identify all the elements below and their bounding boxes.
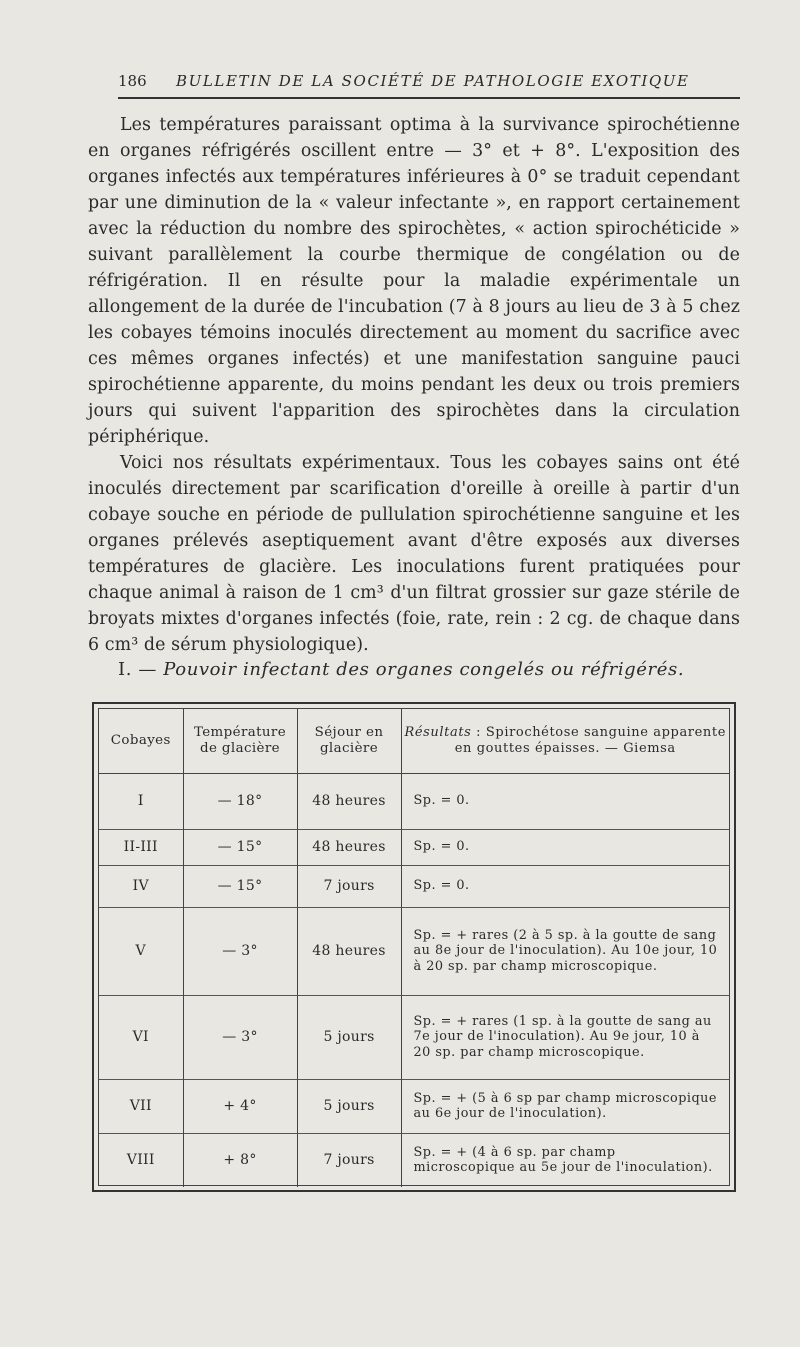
cell-sejour: 5 jours: [297, 995, 401, 1079]
paragraph-1: Les températures paraissant optima à la survivance spirochétienne en organes réfrigérés oscillent entre — 3° et + 8°. L'exposition des organes infectés aux températures inférieures à 0° se traduit cependant par une diminution de la « valeur infectante », en rapport certainement avec la réduction du nombre des spirochètes, « action spirochéticide » suivant parallèlement la courbe thermique de congélation ou de réfrigération. Il en résulte pour la maladie expérimentale un allongement de la durée de l'incubation (7 à 8 jours au lieu de 3 à 5 chez les cobayes témoins inoculés directement au moment du sacrifice avec ces mêmes organes infectés) et une manifestation sanguine pauci spirochétienne apparente, du moins pendant les deux ou trois premiers jours qui suivent l'apparition des spirochètes dans la circulation périphérique.: [88, 115, 740, 447]
paragraph-2: Voici nos résultats expérimentaux. Tous les cobayes sains ont été inoculés directement par scarification d'oreille à oreille à partir d'un cobaye souche en période de pullulation spirochétienne sanguine et les organes prélevés aseptiquement avant d'être exposés aux diverses températures de glacière. Les inoculations furent pratiquées pour chaque animal à raison de 1 cm³ d'un filtrat grossier sur gaze stérile de broyats mixtes d'organes infectés (foie, rate, rein : 2 cg. de chaque dans 6 cm³ de sérum physiologique).: [88, 453, 740, 655]
cell-resultat: Sp. = + rares (2 à 5 sp. à la goutte de sang au 8e jour de l'inoculation). Au 10e jour, 10 à 20 sp. par champ microscopique.: [413, 927, 718, 974]
table-row: [99, 907, 729, 995]
page-number: 186: [118, 72, 147, 90]
body-text: [88, 112, 740, 658]
table-row: [99, 1133, 729, 1187]
table-row: [99, 865, 729, 907]
cell-temperature: + 4°: [183, 1079, 297, 1133]
cell-sejour: 48 heures: [297, 773, 401, 829]
cell-sejour: 7 jours: [297, 1133, 401, 1187]
cell-resultat: Sp. = + rares (1 sp. à la goutte de sang au 7e jour de l'inoculation). Au 9e jour, 10 à 20 sp. par champ microscopique.: [413, 1013, 712, 1060]
cell-cobaye: II-III: [99, 829, 183, 865]
cell-cobaye: VII: [99, 1079, 183, 1133]
table-header-row: [99, 709, 729, 773]
header-resultats: [401, 709, 729, 773]
cell-cobaye: V: [99, 907, 183, 995]
table-row: [99, 829, 729, 865]
cell-sejour: 7 jours: [297, 865, 401, 907]
cell-temperature: — 15°: [183, 829, 297, 865]
table-row: [99, 995, 729, 1079]
cell-resultat: Sp. = 0.: [413, 793, 470, 809]
header-cobayes: Cobayes: [99, 709, 183, 773]
cell-resultat: Sp. = 0.: [413, 839, 470, 855]
header-temperature: Température de glacière: [183, 709, 297, 773]
cell-cobaye: VIII: [99, 1133, 183, 1187]
cell-sejour: 48 heures: [297, 829, 401, 865]
results-table-inner: [98, 708, 730, 1186]
cell-temperature: — 18°: [183, 773, 297, 829]
section-title-text: Pouvoir infectant des organes congelés ou réfrigérés.: [163, 659, 685, 680]
header-resultats-desc: : Spirochétose sanguine apparente en gouttes épaisses. — Giemsa: [454, 724, 727, 756]
cell-sejour: 48 heures: [297, 907, 401, 995]
cell-cobaye: IV: [99, 865, 183, 907]
cell-temperature: — 15°: [183, 865, 297, 907]
cell-resultat: Sp. = + (5 à 6 sp par champ microscopique au 6e jour de l'inoculation).: [413, 1090, 717, 1121]
table-row: [99, 773, 729, 829]
table-row: [99, 1079, 729, 1133]
header-sejour: Séjour en glacière: [297, 709, 401, 773]
cell-resultat: Sp. = 0.: [413, 878, 470, 894]
cell-resultat: Sp. = + (4 à 6 sp. par champ microscopique au 5e jour de l'inoculation).: [413, 1144, 713, 1176]
results-table: [92, 702, 736, 1192]
running-title: BULLETIN DE LA SOCIÉTÉ DE PATHOLOGIE EXOTIQUE: [176, 72, 690, 90]
cell-temperature: + 8°: [183, 1133, 297, 1187]
cell-cobaye: I: [99, 773, 183, 829]
page-header: [118, 70, 740, 94]
cell-sejour: 5 jours: [297, 1079, 401, 1133]
header-resultats-label: Résultats: [404, 724, 472, 740]
section-title: [118, 659, 740, 680]
cell-cobaye: VI: [99, 995, 183, 1079]
header-rule: [118, 97, 740, 99]
cell-temperature: — 3°: [183, 995, 297, 1079]
cell-temperature: — 3°: [183, 907, 297, 995]
section-number: I. —: [118, 659, 157, 680]
